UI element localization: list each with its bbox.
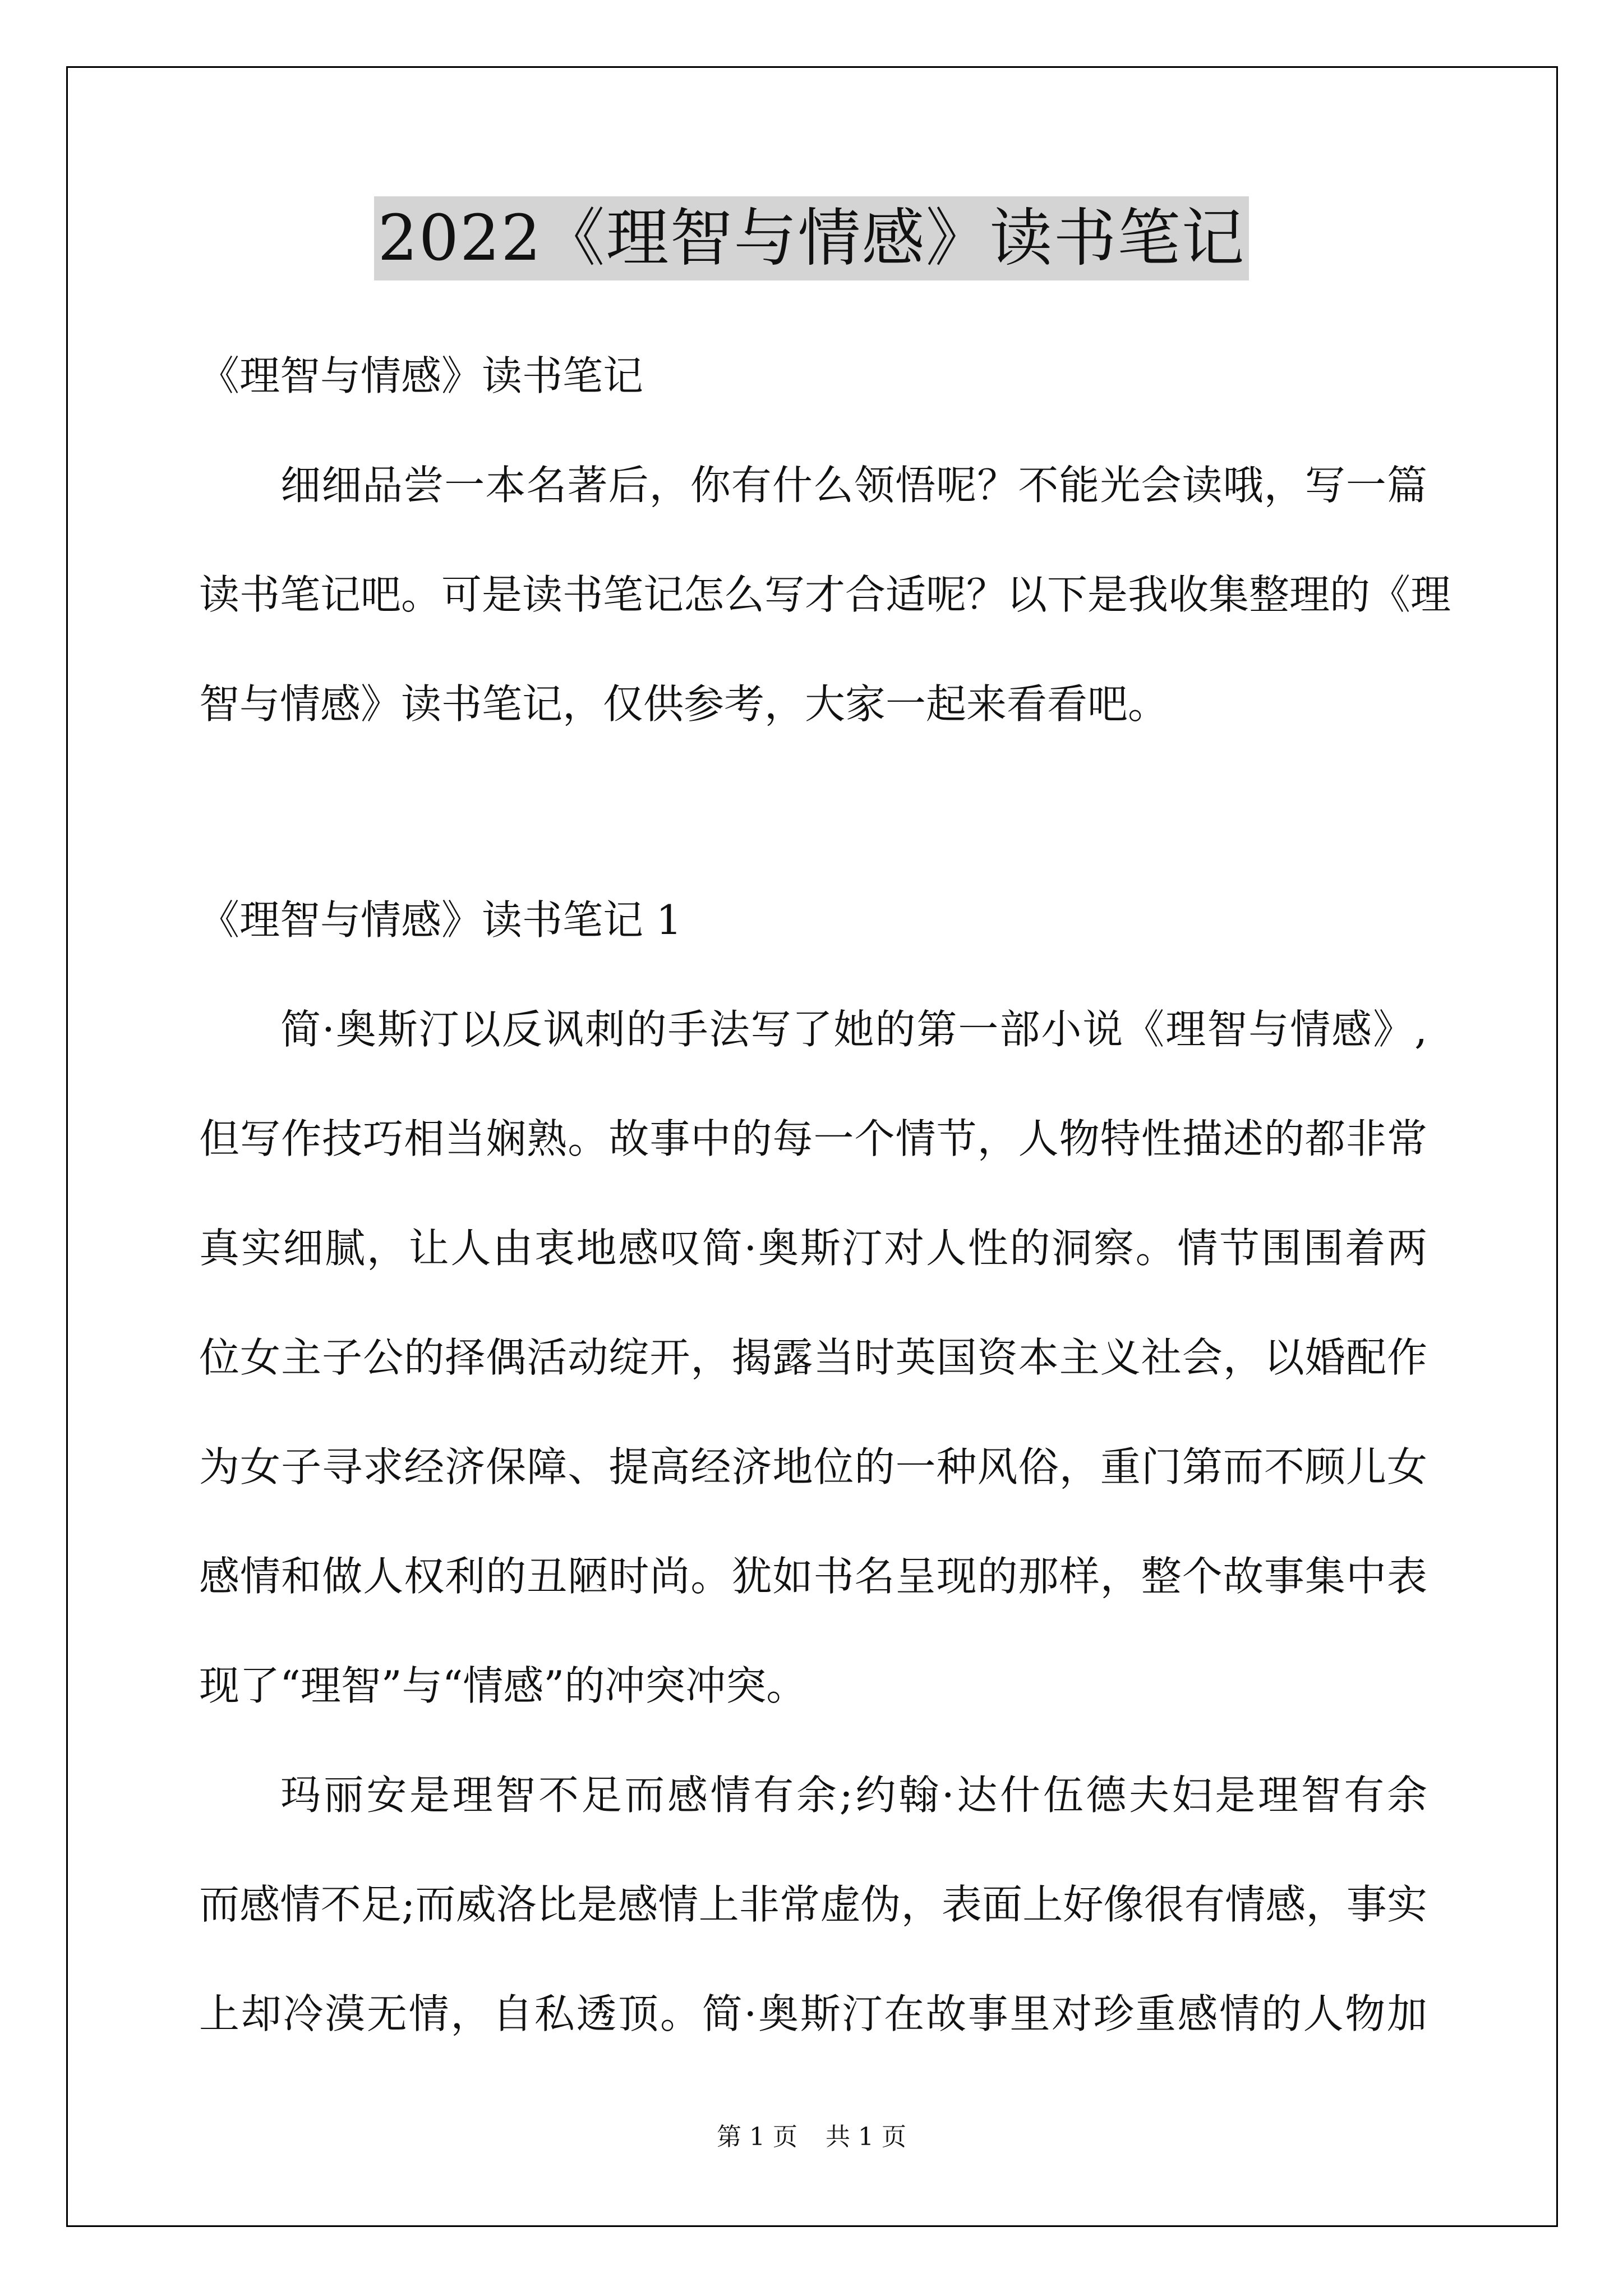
page-footer: [0, 2120, 1623, 2154]
page-number: 第 1 页: [717, 2123, 797, 2151]
paragraph-line: 现了“理智”与“情感”的冲突冲突。: [199, 1662, 807, 1709]
paragraph-line: 为女子寻求经济保障、提高经济地位的一种风俗，重门第而不顾儿女: [199, 1443, 1427, 1490]
paragraph-line: 而感情不足;而威洛比是感情上非常虚伪，表面上好像很有情感，事实: [199, 1881, 1427, 1928]
page-total: 共 1 页: [826, 2123, 906, 2151]
paragraph-line: 但写作技巧相当娴熟。故事中的每一个情节，人物特性描述的都非常: [199, 1115, 1427, 1162]
paragraph-line: 细细品尝一本名著后，你有什么领悟呢？不能光会读哦，写一篇: [280, 462, 1427, 509]
paragraph-line: 真实细腻，让人由衷地感叹简·奥斯汀对人性的洞察。情节围围着两: [199, 1225, 1427, 1272]
paragraph-line: 玛丽安是理智不足而感情有余;约翰·达什伍德夫妇是理智有余: [280, 1772, 1427, 1819]
paragraph-line: 读书笔记吧。可是读书笔记怎么写才合适呢？以下是我收集整理的《理: [199, 571, 1451, 618]
paragraph-line: 智与情感》读书笔记，仅供参考，大家一起来看看吧。: [199, 680, 1169, 728]
subheading-note-1: 《理智与情感》读书笔记 1: [199, 896, 682, 944]
subheading-intro: 《理智与情感》读书笔记: [199, 352, 644, 399]
paragraph-line: 感情和做人权利的丑陋时尚。犹如书名呈现的那样，整个故事集中表: [199, 1553, 1427, 1600]
paragraph-line: 上却冷漠无情，自私透顶。简·奥斯汀在故事里对珍重感情的人物加: [199, 1990, 1427, 2037]
paragraph-line: 位女主子公的择偶活动绽开，揭露当时英国资本主义社会，以婚配作: [199, 1334, 1427, 1381]
paragraph-line: 简·奥斯汀以反讽刺的手法写了她的第一部小说《理智与情感》,: [280, 1006, 1427, 1053]
document-title: 2022《理智与情感》读书笔记: [374, 196, 1248, 280]
title-container: [0, 196, 1623, 280]
